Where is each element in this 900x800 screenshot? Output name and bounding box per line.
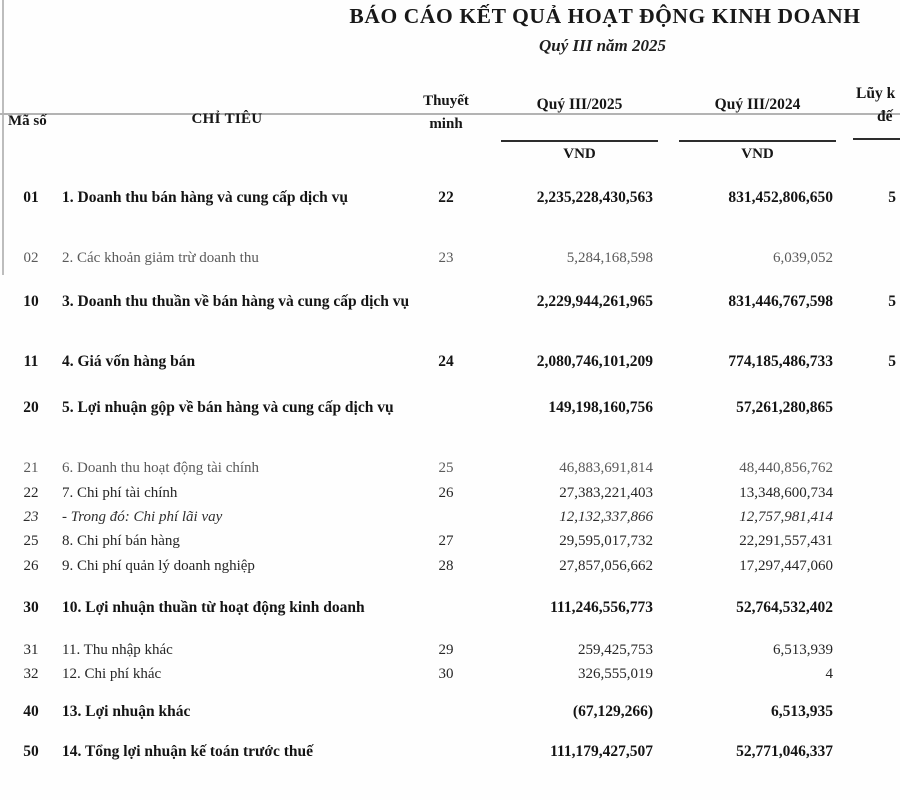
cell-label: 10. Lợi nhuận thuần từ hoạt động kinh doanh — [62, 599, 365, 616]
cell-q3-2025: 111,179,427,507 — [550, 743, 653, 760]
cell-q3-2025: 2,235,228,430,563 — [536, 189, 653, 206]
cell-cumulative: 5 — [888, 293, 896, 310]
cell-code: 50 — [23, 743, 39, 760]
cell-q3-2024: 4 — [825, 666, 833, 682]
cell-q3-2024: 48,440,856,762 — [739, 460, 833, 476]
table-row — [0, 350, 900, 374]
cell-q3-2024: 22,291,557,431 — [739, 533, 833, 549]
cell-note — [410, 700, 482, 724]
cell-cumulative — [833, 596, 900, 620]
cell-code: 11 — [23, 353, 39, 370]
cell-note — [410, 596, 482, 620]
column-header-note-line2: minh — [429, 116, 463, 132]
cell-cumulative — [833, 662, 900, 686]
table-row — [0, 456, 900, 480]
cell-q3-2025: 149,198,160,756 — [548, 399, 653, 416]
table-row — [0, 596, 900, 620]
cell-note: 27 — [438, 533, 454, 549]
page-title: BÁO CÁO KẾT QUẢ HOẠT ĐỘNG KINH DOANH — [349, 4, 861, 28]
column-header-indicator: CHỈ TIÊU — [191, 111, 263, 127]
cell-note: 26 — [438, 485, 454, 501]
cell-q3-2024: 6,039,052 — [773, 250, 833, 266]
cell-cumulative — [833, 246, 900, 270]
cell-q3-2024: 52,771,046,337 — [736, 743, 833, 760]
cell-cumulative — [833, 700, 900, 724]
cell-q3-2025: 111,246,556,773 — [550, 599, 653, 616]
cell-cumulative: 5 — [888, 353, 896, 370]
column-header-note — [410, 90, 482, 136]
cell-label: 7. Chi phí tài chính — [62, 485, 178, 501]
table-row — [0, 290, 900, 314]
cell-q3-2024: 13,348,600,734 — [739, 485, 833, 501]
cell-note: 30 — [438, 666, 454, 682]
cell-q3-2025: 12,132,337,866 — [559, 509, 653, 525]
column-header-note-line1: Thuyết — [423, 93, 469, 109]
cell-code: 26 — [23, 558, 39, 574]
cell-code: 23 — [23, 509, 39, 525]
cell-q3-2024: 52,764,532,402 — [736, 599, 833, 616]
cell-cumulative — [833, 554, 900, 578]
cell-code: 20 — [23, 399, 39, 416]
cell-code: 02 — [23, 250, 39, 266]
column-header-q3-2024: Quý III/2024 — [714, 96, 801, 113]
currency-label-2025: VND — [563, 146, 596, 162]
cell-note — [410, 505, 482, 529]
cell-code: 30 — [23, 599, 39, 616]
cell-cumulative — [833, 505, 900, 529]
cell-code: 32 — [23, 666, 39, 682]
underline-q3-2024 — [679, 140, 836, 142]
cell-q3-2025: 27,857,056,662 — [559, 558, 653, 574]
table-row — [0, 554, 900, 578]
cell-code: 40 — [23, 703, 39, 720]
cell-q3-2024: 831,446,767,598 — [728, 293, 833, 310]
cell-note — [410, 396, 482, 420]
cell-q3-2024: 57,261,280,865 — [736, 399, 833, 416]
table-row — [0, 396, 900, 420]
cell-q3-2025: 46,883,691,814 — [559, 460, 653, 476]
cell-label: 2. Các khoản giảm trừ doanh thu — [62, 250, 259, 266]
column-header-cumulative-line2: đế — [877, 108, 893, 125]
cell-q3-2025: 326,555,019 — [578, 666, 653, 682]
table-row — [0, 638, 900, 662]
cell-label: 5. Lợi nhuận gộp về bán hàng và cung cấp dịch vụ — [62, 399, 394, 416]
cell-note — [410, 740, 482, 764]
cell-label: 11. Thu nhập khác — [62, 642, 173, 658]
cell-q3-2025: 259,425,753 — [578, 642, 653, 658]
cell-q3-2024: 6,513,935 — [771, 703, 833, 720]
cell-note: 25 — [438, 460, 454, 476]
cell-note: 28 — [438, 558, 454, 574]
column-header-code: Mã số — [8, 113, 47, 129]
cell-code: 10 — [23, 293, 39, 310]
underline-q3-2025 — [501, 140, 658, 142]
cell-label: 12. Chi phí khác — [62, 666, 162, 682]
cell-cumulative — [833, 529, 900, 553]
cell-code: 01 — [23, 189, 39, 206]
cell-q3-2024: 774,185,486,733 — [728, 353, 833, 370]
cell-q3-2024: 6,513,939 — [773, 642, 833, 658]
table-row — [0, 186, 900, 210]
cell-cumulative — [833, 396, 900, 420]
cell-label: 8. Chi phí bán hàng — [62, 533, 180, 549]
cell-code: 31 — [23, 642, 39, 658]
table-row — [0, 529, 900, 553]
cell-q3-2025: 27,383,221,403 — [559, 485, 653, 501]
cell-q3-2024: 17,297,447,060 — [739, 558, 833, 574]
cell-note — [410, 290, 482, 314]
page-subtitle: Quý III năm 2025 — [538, 36, 667, 55]
cell-q3-2024: 12,757,981,414 — [739, 509, 833, 525]
cell-cumulative — [833, 638, 900, 662]
cell-q3-2025: 2,080,746,101,209 — [536, 353, 653, 370]
income-statement-table — [0, 180, 900, 764]
table-row — [0, 505, 900, 529]
underline-cumulative — [853, 138, 900, 140]
table-row — [0, 481, 900, 505]
table-row — [0, 740, 900, 764]
cell-note: 29 — [438, 642, 454, 658]
cell-q3-2025: 2,229,944,261,965 — [536, 293, 653, 310]
cell-cumulative — [833, 456, 900, 480]
cell-label: 4. Giá vốn hàng bán — [62, 353, 196, 370]
cell-q3-2025: 5,284,168,598 — [566, 250, 653, 266]
cell-label: 6. Doanh thu hoạt động tài chính — [62, 460, 260, 476]
cell-note: 23 — [438, 250, 454, 266]
cell-note: 22 — [438, 189, 454, 206]
table-row — [0, 700, 900, 724]
cell-cumulative — [833, 481, 900, 505]
cell-label: 13. Lợi nhuận khác — [62, 703, 191, 720]
cell-q3-2025: 29,595,017,732 — [559, 533, 653, 549]
cell-label: - Trong đó: Chi phí lãi vay — [62, 509, 223, 525]
cell-cumulative: 5 — [888, 189, 896, 206]
cell-code: 22 — [23, 485, 39, 501]
table-row — [0, 246, 900, 270]
cell-q3-2024: 831,452,806,650 — [728, 189, 833, 206]
cell-code: 21 — [23, 460, 39, 476]
currency-label-2024: VND — [741, 146, 774, 162]
cell-cumulative — [833, 740, 900, 764]
cell-note: 24 — [438, 353, 454, 370]
cell-label: 9. Chi phí quản lý doanh nghiệp — [62, 558, 255, 574]
cell-label: 1. Doanh thu bán hàng và cung cấp dịch vụ — [62, 189, 348, 206]
cell-label: 14. Tổng lợi nhuận kế toán trước thuế — [62, 743, 313, 760]
cell-label: 3. Doanh thu thuần về bán hàng và cung cấp dịch vụ — [62, 293, 410, 310]
column-header-q3-2025: Quý III/2025 — [536, 96, 623, 113]
table-row — [0, 662, 900, 686]
cell-q3-2025: (67,129,266) — [572, 703, 653, 720]
cell-code: 25 — [23, 533, 39, 549]
column-header-cumulative-line1: Lũy k — [856, 85, 896, 102]
